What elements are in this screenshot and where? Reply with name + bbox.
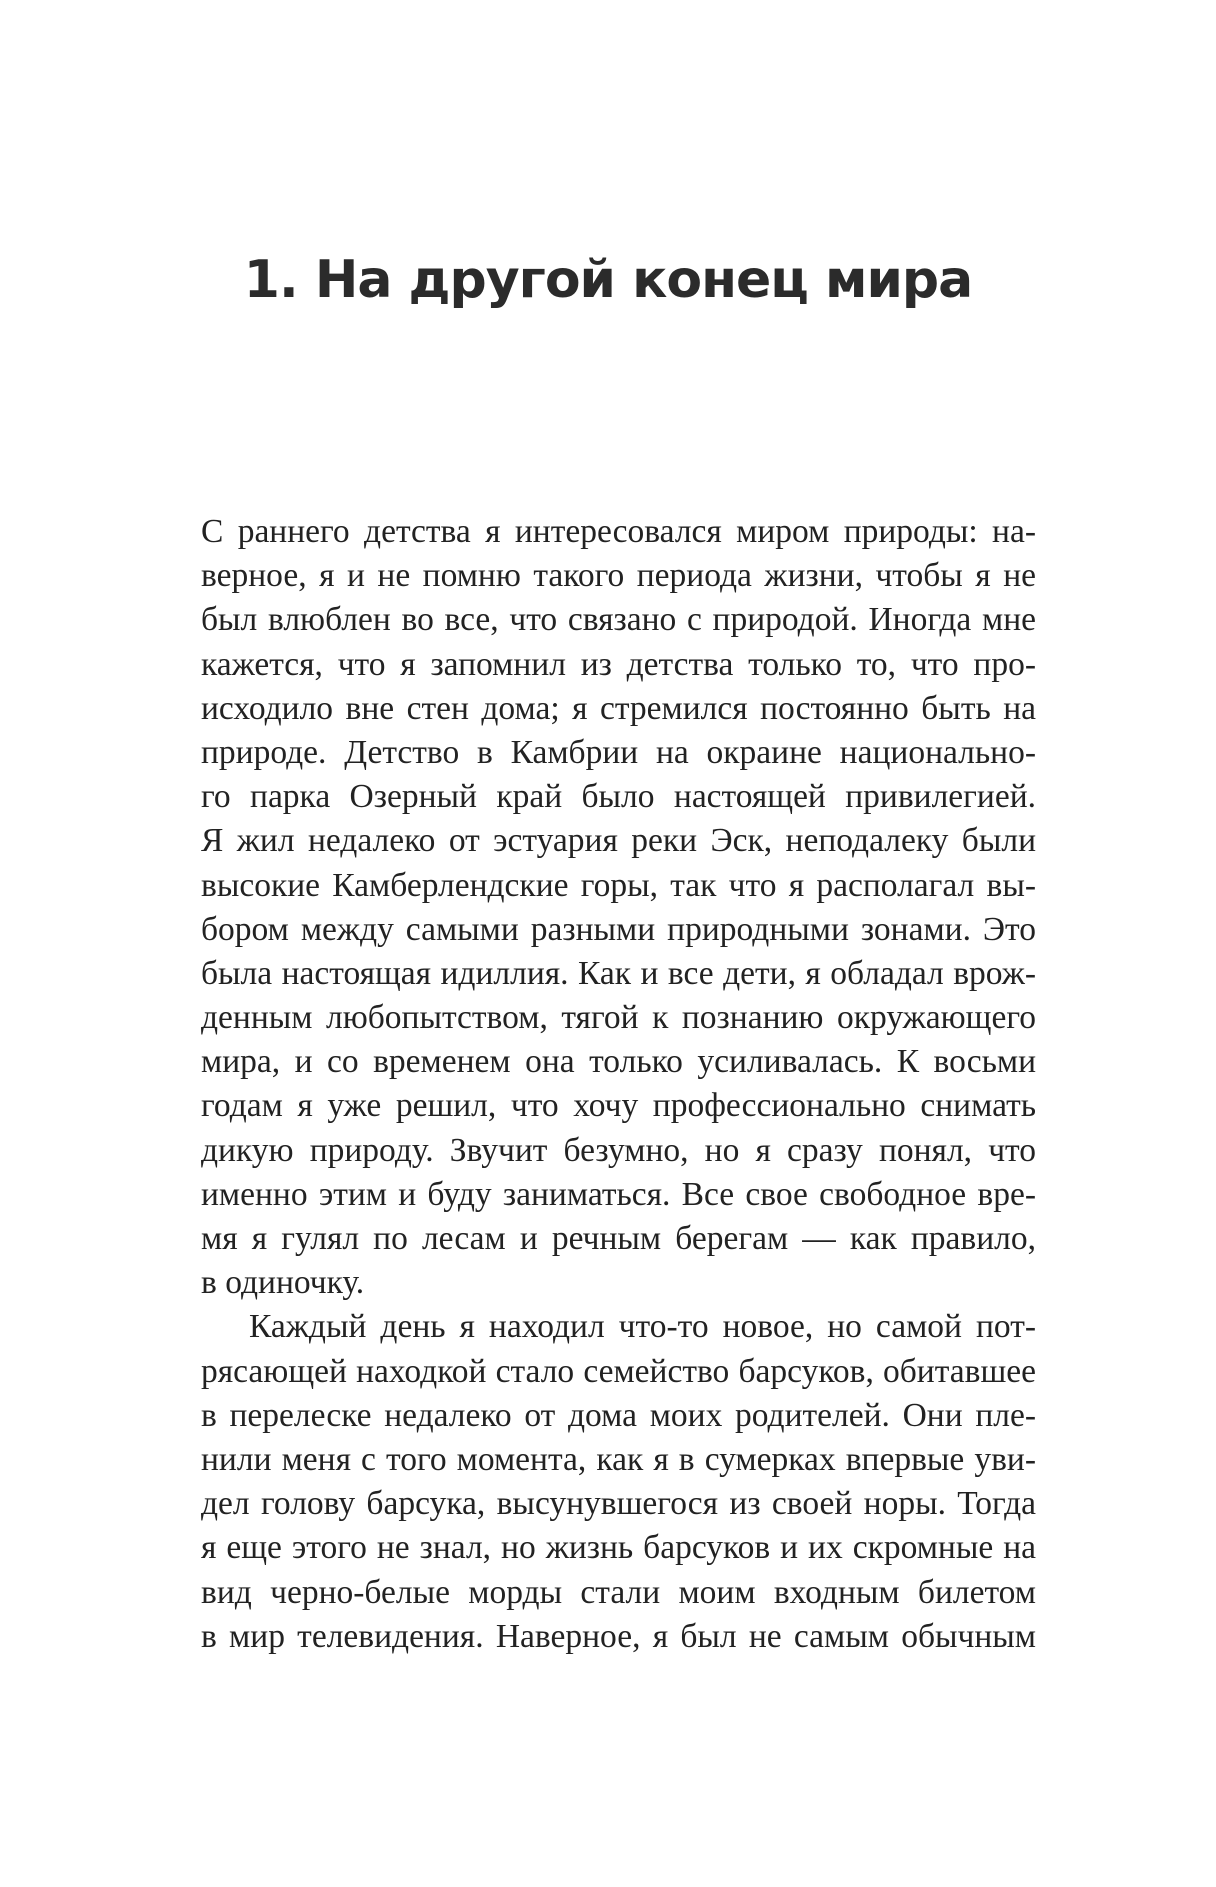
text-line: С раннего детства я интересовался миром природы: на- xyxy=(201,513,1036,550)
text-line: верное, я и не помню такого периода жизни, чтобы я не xyxy=(201,557,1036,595)
text-line: я еще этого не знал, но жизнь барсуков и их скромные на xyxy=(201,1529,1036,1567)
text-line: мира, и со временем она только усиливалась. К восьми xyxy=(201,1043,1036,1081)
text-line: вид черно-белые морды стали моим входным билетом xyxy=(201,1573,1036,1611)
text-line: бором между самыми разными природными зонами. Это xyxy=(201,910,1036,948)
text-line: высокие Камберлендские горы, так что я располагал вы- xyxy=(201,866,1036,904)
text-line: был влюблен во все, что связано с природой. Иногда мне xyxy=(201,601,1036,639)
paragraph-2 xyxy=(201,1305,1036,1659)
text-line: го парка Озерный край было настоящей привилегией. xyxy=(201,778,1036,816)
text-line: кажется, что я запомнил из детства только то, что про- xyxy=(201,645,1036,683)
text-line: денным любопытством, тягой к познанию окружающего xyxy=(201,999,1036,1037)
text-line: дел голову барсука, высунувшегося из своей норы. Тогда xyxy=(201,1485,1036,1523)
text-line: нили меня с того момента, как я в сумерках впервые уви- xyxy=(201,1440,1036,1478)
text-line: исходило вне стен дома; я стремился постоянно быть на xyxy=(201,689,1036,727)
text-line: годам я уже решил, что хочу профессионально снимать xyxy=(201,1087,1036,1125)
text-line: мя я гулял по лесам и речным берегам — как правило, xyxy=(201,1220,1036,1257)
text-line: Каждый день я находил что-то новое, но самой пот- xyxy=(249,1308,1036,1346)
text-line: именно этим и буду заниматься. Все свое свободное вре- xyxy=(201,1175,1036,1213)
text-line: дикую природу. Звучит безумно, но я сразу понял, что xyxy=(201,1131,1036,1169)
text-line: в одиночку. xyxy=(201,1264,365,1302)
text-line: природе. Детство в Камбрии на окраине национально- xyxy=(201,733,1036,771)
text-line: в мир телевидения. Наверное, я был не самым обычным xyxy=(201,1617,1036,1655)
paragraph-1 xyxy=(201,510,1036,1305)
body-text xyxy=(201,510,1036,1659)
text-line: была настоящая идиллия. Как и все дети, я обладал врож- xyxy=(201,954,1036,992)
chapter-title: 1. На другой конец мира xyxy=(243,250,973,310)
text-line: в перелеске недалеко от дома моих родителей. Они пле- xyxy=(201,1396,1036,1434)
text-line: Я жил недалеко от эстуария реки Эск, неподалеку были xyxy=(201,822,1036,860)
text-line: рясающей находкой стало семейство барсуков, обитавшее xyxy=(201,1352,1036,1390)
